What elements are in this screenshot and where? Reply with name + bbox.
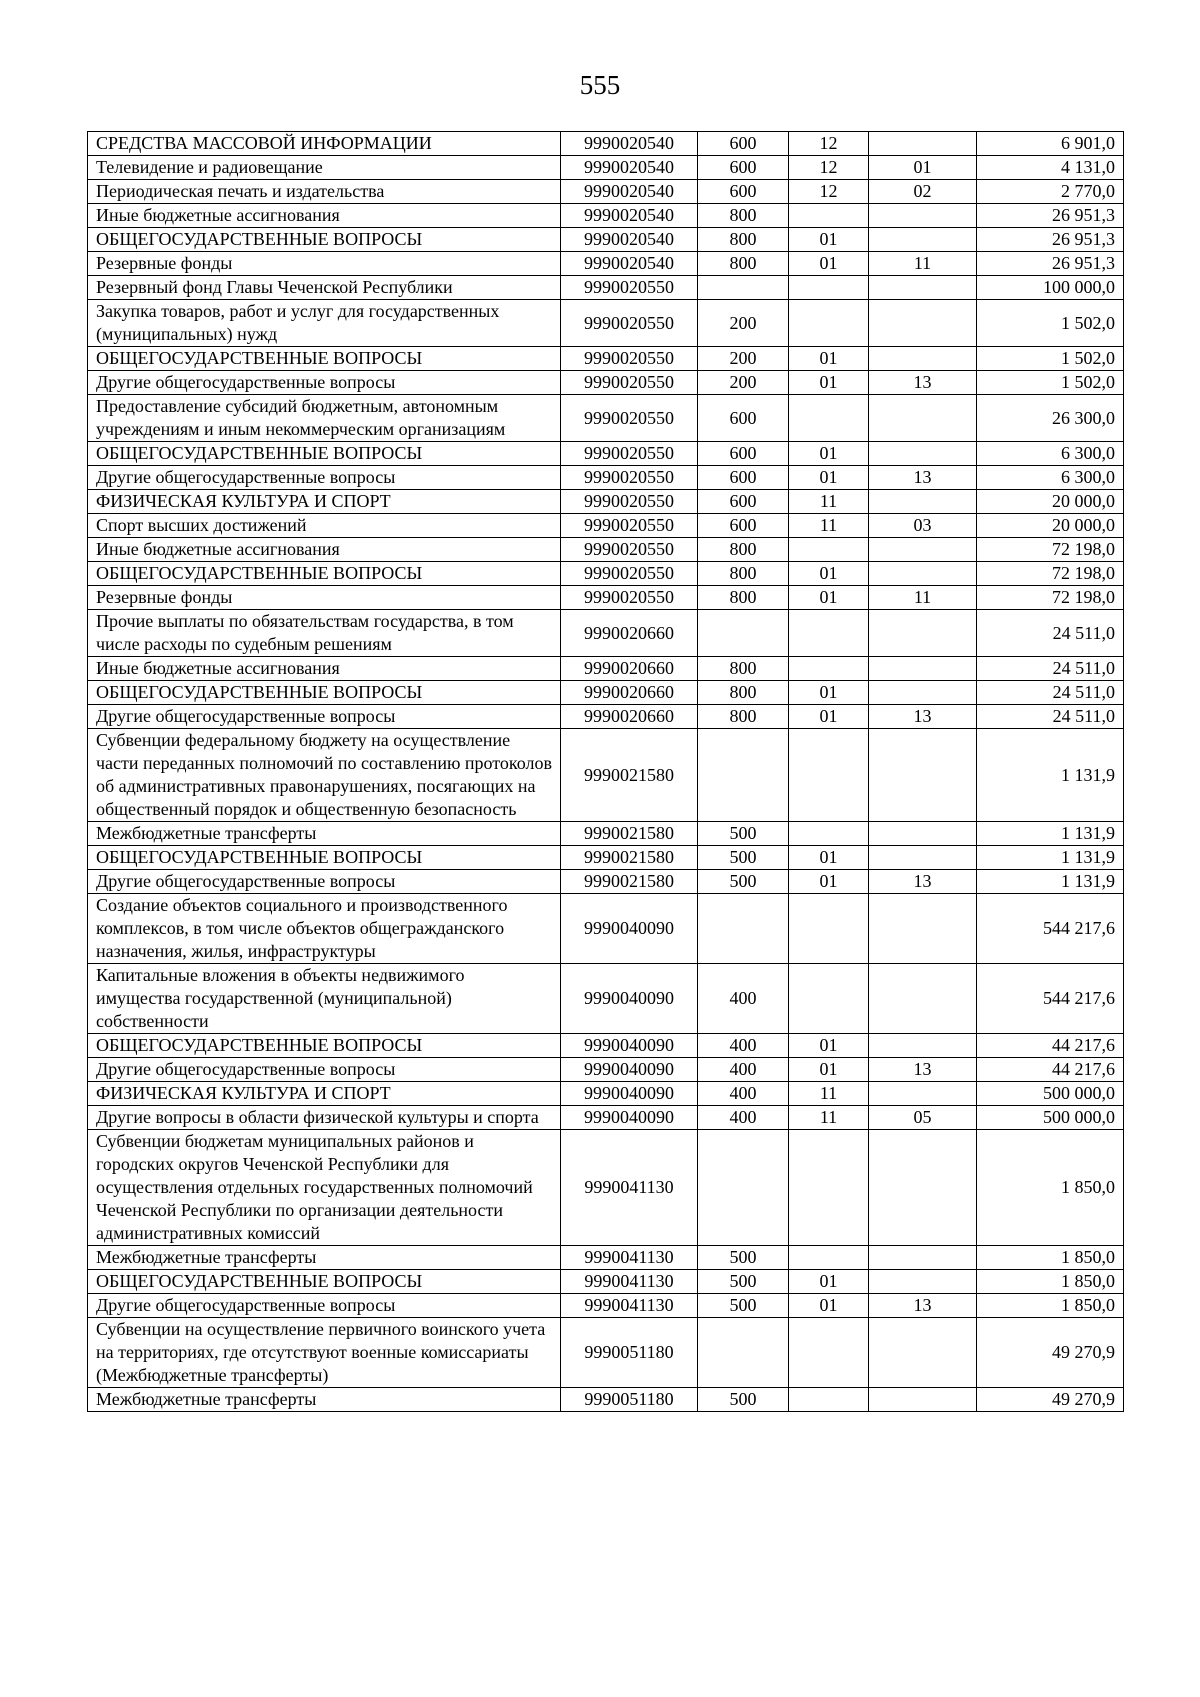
row-code-cell: 9990020540	[561, 228, 698, 252]
row-expense-type-cell: 800	[698, 204, 789, 228]
row-section-cell: 11	[789, 490, 869, 514]
row-code-cell: 9990041130	[561, 1270, 698, 1294]
table-row	[88, 729, 1124, 822]
row-sum-cell: 44 217,6	[977, 1058, 1124, 1082]
row-section-cell: 01	[789, 1294, 869, 1318]
table-row	[88, 538, 1124, 562]
row-subsection-cell	[869, 347, 977, 371]
row-expense-type-cell: 500	[698, 1388, 789, 1412]
row-subsection-cell	[869, 1034, 977, 1058]
row-expense-type-cell: 500	[698, 870, 789, 894]
row-expense-type-cell: 800	[698, 681, 789, 705]
row-subsection-cell: 13	[869, 870, 977, 894]
row-code-cell: 9990040090	[561, 1106, 698, 1130]
row-code-cell: 9990051180	[561, 1318, 698, 1388]
row-expense-type-cell	[698, 1130, 789, 1246]
row-name-cell: ОБЩЕГОСУДАРСТВЕННЫЕ ВОПРОСЫ	[88, 1270, 561, 1294]
row-subsection-cell	[869, 276, 977, 300]
table-row	[88, 180, 1124, 204]
table-row	[88, 466, 1124, 490]
row-code-cell: 9990020550	[561, 371, 698, 395]
page-number: 555	[579, 70, 621, 100]
row-subsection-cell	[869, 657, 977, 681]
table-row	[88, 156, 1124, 180]
row-subsection-cell	[869, 822, 977, 846]
row-code-cell: 9990020660	[561, 657, 698, 681]
row-section-cell: 12	[789, 132, 869, 156]
row-expense-type-cell: 400	[698, 964, 789, 1034]
row-name-cell: Периодическая печать и издательства	[88, 180, 561, 204]
row-section-cell: 01	[789, 347, 869, 371]
row-sum-cell: 49 270,9	[977, 1388, 1124, 1412]
row-expense-type-cell: 500	[698, 822, 789, 846]
row-name-cell: Субвенции бюджетам муниципальных районов и городских округов Чеченской Республики для осуществления отдельных государственных полномочий Чеченской Республики по организации деятельности административных комиссий	[88, 1130, 561, 1246]
row-sum-cell: 6 901,0	[977, 132, 1124, 156]
table-row	[88, 1246, 1124, 1270]
row-section-cell	[789, 964, 869, 1034]
row-expense-type-cell: 600	[698, 132, 789, 156]
row-sum-cell: 500 000,0	[977, 1106, 1124, 1130]
table-row	[88, 276, 1124, 300]
row-sum-cell: 44 217,6	[977, 1034, 1124, 1058]
row-sum-cell: 1 131,9	[977, 822, 1124, 846]
row-sum-cell: 20 000,0	[977, 514, 1124, 538]
row-name-cell: Другие общегосударственные вопросы	[88, 705, 561, 729]
row-subsection-cell	[869, 1318, 977, 1388]
table-row	[88, 1130, 1124, 1246]
row-sum-cell: 72 198,0	[977, 538, 1124, 562]
row-code-cell: 9990020550	[561, 300, 698, 347]
table-row	[88, 371, 1124, 395]
row-expense-type-cell: 600	[698, 466, 789, 490]
table-row	[88, 1106, 1124, 1130]
row-section-cell	[789, 822, 869, 846]
row-code-cell: 9990020540	[561, 132, 698, 156]
row-section-cell: 11	[789, 1106, 869, 1130]
row-subsection-cell	[869, 1130, 977, 1246]
row-section-cell: 01	[789, 562, 869, 586]
row-expense-type-cell: 800	[698, 562, 789, 586]
row-code-cell: 9990020660	[561, 610, 698, 657]
row-code-cell: 9990020550	[561, 466, 698, 490]
row-section-cell: 01	[789, 252, 869, 276]
row-code-cell: 9990020540	[561, 156, 698, 180]
row-code-cell: 9990020540	[561, 252, 698, 276]
row-sum-cell: 24 511,0	[977, 610, 1124, 657]
row-code-cell: 9990020540	[561, 204, 698, 228]
table-row	[88, 1318, 1124, 1388]
row-section-cell: 01	[789, 442, 869, 466]
row-expense-type-cell: 400	[698, 1106, 789, 1130]
row-subsection-cell: 13	[869, 705, 977, 729]
row-section-cell	[789, 204, 869, 228]
table-row	[88, 228, 1124, 252]
row-sum-cell: 1 850,0	[977, 1270, 1124, 1294]
table-row	[88, 442, 1124, 466]
row-code-cell: 9990041130	[561, 1294, 698, 1318]
row-section-cell	[789, 276, 869, 300]
row-name-cell: Межбюджетные трансферты	[88, 822, 561, 846]
row-sum-cell: 72 198,0	[977, 586, 1124, 610]
row-subsection-cell: 05	[869, 1106, 977, 1130]
row-sum-cell: 24 511,0	[977, 657, 1124, 681]
row-section-cell	[789, 538, 869, 562]
row-section-cell: 01	[789, 371, 869, 395]
row-name-cell: Другие общегосударственные вопросы	[88, 466, 561, 490]
table-row	[88, 1294, 1124, 1318]
row-sum-cell: 1 131,9	[977, 729, 1124, 822]
row-section-cell: 01	[789, 681, 869, 705]
row-section-cell	[789, 1318, 869, 1388]
table-row	[88, 657, 1124, 681]
row-code-cell: 9990020550	[561, 538, 698, 562]
row-subsection-cell	[869, 132, 977, 156]
row-subsection-cell	[869, 729, 977, 822]
row-name-cell: ОБЩЕГОСУДАРСТВЕННЫЕ ВОПРОСЫ	[88, 846, 561, 870]
row-name-cell: ОБЩЕГОСУДАРСТВЕННЫЕ ВОПРОСЫ	[88, 681, 561, 705]
row-subsection-cell	[869, 300, 977, 347]
row-code-cell: 9990020550	[561, 347, 698, 371]
row-section-cell	[789, 657, 869, 681]
row-sum-cell: 26 300,0	[977, 395, 1124, 442]
row-expense-type-cell: 600	[698, 395, 789, 442]
table-row	[88, 1058, 1124, 1082]
row-expense-type-cell: 400	[698, 1034, 789, 1058]
row-subsection-cell: 01	[869, 156, 977, 180]
row-section-cell: 01	[789, 466, 869, 490]
row-expense-type-cell: 800	[698, 228, 789, 252]
row-code-cell: 9990020550	[561, 276, 698, 300]
table-row	[88, 132, 1124, 156]
row-expense-type-cell: 600	[698, 180, 789, 204]
row-name-cell: Другие общегосударственные вопросы	[88, 371, 561, 395]
row-sum-cell: 4 131,0	[977, 156, 1124, 180]
row-code-cell: 9990021580	[561, 870, 698, 894]
row-name-cell: ОБЩЕГОСУДАРСТВЕННЫЕ ВОПРОСЫ	[88, 1034, 561, 1058]
row-name-cell: Межбюджетные трансферты	[88, 1388, 561, 1412]
row-name-cell: Иные бюджетные ассигнования	[88, 657, 561, 681]
row-section-cell	[789, 300, 869, 347]
row-subsection-cell	[869, 1270, 977, 1294]
row-name-cell: Прочие выплаты по обязательствам государства, в том числе расходы по судебным решениям	[88, 610, 561, 657]
row-sum-cell: 26 951,3	[977, 204, 1124, 228]
row-subsection-cell	[869, 681, 977, 705]
row-expense-type-cell: 800	[698, 657, 789, 681]
row-section-cell: 12	[789, 180, 869, 204]
row-expense-type-cell: 800	[698, 705, 789, 729]
row-code-cell: 9990021580	[561, 822, 698, 846]
row-name-cell: Спорт высших достижений	[88, 514, 561, 538]
row-subsection-cell	[869, 442, 977, 466]
row-sum-cell: 544 217,6	[977, 894, 1124, 964]
row-code-cell: 9990040090	[561, 1034, 698, 1058]
row-subsection-cell	[869, 964, 977, 1034]
table-row	[88, 705, 1124, 729]
row-name-cell: Резервные фонды	[88, 252, 561, 276]
row-expense-type-cell: 500	[698, 1270, 789, 1294]
row-expense-type-cell	[698, 610, 789, 657]
row-section-cell: 01	[789, 846, 869, 870]
row-expense-type-cell	[698, 894, 789, 964]
row-name-cell: Закупка товаров, работ и услуг для государственных (муниципальных) нужд	[88, 300, 561, 347]
table-row	[88, 1082, 1124, 1106]
row-name-cell: СРЕДСТВА МАССОВОЙ ИНФОРМАЦИИ	[88, 132, 561, 156]
row-subsection-cell	[869, 204, 977, 228]
row-subsection-cell	[869, 395, 977, 442]
row-expense-type-cell: 600	[698, 156, 789, 180]
row-code-cell: 9990020550	[561, 395, 698, 442]
row-sum-cell: 1 502,0	[977, 347, 1124, 371]
row-name-cell: Субвенции федеральному бюджету на осуществление части переданных полномочий по составлению протоколов об административных правонарушениях, посягающих на общественный порядок и общественную безопасность	[88, 729, 561, 822]
row-code-cell: 9990040090	[561, 1082, 698, 1106]
row-code-cell: 9990051180	[561, 1388, 698, 1412]
row-name-cell: Иные бюджетные ассигнования	[88, 204, 561, 228]
row-sum-cell: 1 850,0	[977, 1130, 1124, 1246]
row-subsection-cell: 02	[869, 180, 977, 204]
row-sum-cell: 1 850,0	[977, 1294, 1124, 1318]
row-subsection-cell	[869, 538, 977, 562]
row-subsection-cell: 13	[869, 1294, 977, 1318]
row-name-cell: Межбюджетные трансферты	[88, 1246, 561, 1270]
table-row	[88, 395, 1124, 442]
row-sum-cell: 72 198,0	[977, 562, 1124, 586]
row-code-cell: 9990020550	[561, 514, 698, 538]
row-sum-cell: 6 300,0	[977, 466, 1124, 490]
row-section-cell	[789, 1246, 869, 1270]
table-row	[88, 586, 1124, 610]
row-section-cell: 01	[789, 1034, 869, 1058]
table-row	[88, 870, 1124, 894]
row-section-cell: 01	[789, 1270, 869, 1294]
row-expense-type-cell: 400	[698, 1058, 789, 1082]
row-code-cell: 9990020660	[561, 705, 698, 729]
row-sum-cell: 500 000,0	[977, 1082, 1124, 1106]
row-section-cell	[789, 395, 869, 442]
table-row	[88, 1270, 1124, 1294]
row-sum-cell: 1 131,9	[977, 846, 1124, 870]
row-subsection-cell	[869, 894, 977, 964]
row-subsection-cell	[869, 1246, 977, 1270]
row-sum-cell: 26 951,3	[977, 228, 1124, 252]
row-subsection-cell: 11	[869, 252, 977, 276]
row-subsection-cell	[869, 1082, 977, 1106]
table-row	[88, 681, 1124, 705]
row-code-cell: 9990040090	[561, 964, 698, 1034]
row-expense-type-cell: 500	[698, 1246, 789, 1270]
row-sum-cell: 544 217,6	[977, 964, 1124, 1034]
table-row	[88, 490, 1124, 514]
row-section-cell: 12	[789, 156, 869, 180]
table-row	[88, 1388, 1124, 1412]
table-row	[88, 347, 1124, 371]
table-row	[88, 204, 1124, 228]
row-subsection-cell	[869, 490, 977, 514]
row-subsection-cell	[869, 610, 977, 657]
row-name-cell: ФИЗИЧЕСКАЯ КУЛЬТУРА И СПОРТ	[88, 490, 561, 514]
row-code-cell: 9990041130	[561, 1246, 698, 1270]
row-code-cell: 9990020660	[561, 681, 698, 705]
row-code-cell: 9990040090	[561, 894, 698, 964]
row-name-cell: Другие общегосударственные вопросы	[88, 1058, 561, 1082]
row-subsection-cell: 11	[869, 586, 977, 610]
row-code-cell: 9990041130	[561, 1130, 698, 1246]
row-section-cell: 11	[789, 514, 869, 538]
row-name-cell: Другие общегосударственные вопросы	[88, 870, 561, 894]
row-name-cell: Резервные фонды	[88, 586, 561, 610]
row-subsection-cell: 13	[869, 1058, 977, 1082]
table-row	[88, 514, 1124, 538]
row-sum-cell: 1 502,0	[977, 300, 1124, 347]
row-expense-type-cell: 200	[698, 347, 789, 371]
row-expense-type-cell: 600	[698, 514, 789, 538]
row-code-cell: 9990021580	[561, 729, 698, 822]
row-subsection-cell: 03	[869, 514, 977, 538]
table-row	[88, 610, 1124, 657]
row-name-cell: Телевидение и радиовещание	[88, 156, 561, 180]
row-sum-cell: 100 000,0	[977, 276, 1124, 300]
budget-table-body	[88, 132, 1124, 1412]
row-section-cell: 01	[789, 228, 869, 252]
row-name-cell: ОБЩЕГОСУДАРСТВЕННЫЕ ВОПРОСЫ	[88, 562, 561, 586]
row-expense-type-cell: 200	[698, 371, 789, 395]
row-code-cell: 9990020550	[561, 586, 698, 610]
budget-table	[87, 131, 1124, 1412]
row-section-cell	[789, 729, 869, 822]
row-code-cell: 9990020550	[561, 562, 698, 586]
row-code-cell: 9990020540	[561, 180, 698, 204]
row-name-cell: Резервный фонд Главы Чеченской Республики	[88, 276, 561, 300]
row-subsection-cell	[869, 562, 977, 586]
row-name-cell: Создание объектов социального и производственного комплексов, в том числе объектов общегражданского назначения, жилья, инфраструктуры	[88, 894, 561, 964]
table-row	[88, 846, 1124, 870]
row-expense-type-cell: 500	[698, 846, 789, 870]
row-subsection-cell: 13	[869, 466, 977, 490]
row-section-cell: 11	[789, 1082, 869, 1106]
row-section-cell: 01	[789, 870, 869, 894]
row-name-cell: Иные бюджетные ассигнования	[88, 538, 561, 562]
row-code-cell: 9990020550	[561, 442, 698, 466]
row-sum-cell: 49 270,9	[977, 1318, 1124, 1388]
row-subsection-cell	[869, 846, 977, 870]
row-section-cell: 01	[789, 705, 869, 729]
row-expense-type-cell	[698, 1318, 789, 1388]
row-expense-type-cell: 600	[698, 490, 789, 514]
row-section-cell	[789, 1130, 869, 1246]
row-name-cell: Другие общегосударственные вопросы	[88, 1294, 561, 1318]
row-sum-cell: 1 502,0	[977, 371, 1124, 395]
row-code-cell: 9990040090	[561, 1058, 698, 1082]
table-row	[88, 822, 1124, 846]
row-expense-type-cell: 800	[698, 252, 789, 276]
row-sum-cell: 24 511,0	[977, 705, 1124, 729]
row-expense-type-cell: 500	[698, 1294, 789, 1318]
row-section-cell: 01	[789, 1058, 869, 1082]
row-expense-type-cell	[698, 276, 789, 300]
row-expense-type-cell: 600	[698, 442, 789, 466]
table-row	[88, 964, 1124, 1034]
row-sum-cell: 26 951,3	[977, 252, 1124, 276]
row-sum-cell: 1 850,0	[977, 1246, 1124, 1270]
row-name-cell: Другие вопросы в области физической культуры и спорта	[88, 1106, 561, 1130]
row-sum-cell: 24 511,0	[977, 681, 1124, 705]
row-name-cell: ОБЩЕГОСУДАРСТВЕННЫЕ ВОПРОСЫ	[88, 347, 561, 371]
row-expense-type-cell: 800	[698, 538, 789, 562]
row-name-cell: ОБЩЕГОСУДАРСТВЕННЫЕ ВОПРОСЫ	[88, 442, 561, 466]
row-sum-cell: 6 300,0	[977, 442, 1124, 466]
row-code-cell: 9990021580	[561, 846, 698, 870]
table-row	[88, 300, 1124, 347]
row-code-cell: 9990020550	[561, 490, 698, 514]
row-sum-cell: 20 000,0	[977, 490, 1124, 514]
row-expense-type-cell	[698, 729, 789, 822]
row-name-cell: ОБЩЕГОСУДАРСТВЕННЫЕ ВОПРОСЫ	[88, 228, 561, 252]
row-name-cell: Капитальные вложения в объекты недвижимого имущества государственной (муниципальной) собственности	[88, 964, 561, 1034]
row-subsection-cell	[869, 1388, 977, 1412]
row-name-cell: ФИЗИЧЕСКАЯ КУЛЬТУРА И СПОРТ	[88, 1082, 561, 1106]
row-name-cell: Субвенции на осуществление первичного воинского учета на территориях, где отсутствуют военные комиссариаты (Межбюджетные трансферты)	[88, 1318, 561, 1388]
table-row	[88, 1034, 1124, 1058]
row-expense-type-cell: 800	[698, 586, 789, 610]
table-row	[88, 252, 1124, 276]
row-name-cell: Предоставление субсидий бюджетным, автономным учреждениям и иным некоммерческим организациям	[88, 395, 561, 442]
table-row	[88, 894, 1124, 964]
row-expense-type-cell: 400	[698, 1082, 789, 1106]
row-section-cell	[789, 610, 869, 657]
row-subsection-cell: 13	[869, 371, 977, 395]
row-section-cell	[789, 894, 869, 964]
row-section-cell: 01	[789, 586, 869, 610]
row-sum-cell: 2 770,0	[977, 180, 1124, 204]
row-subsection-cell	[869, 228, 977, 252]
row-section-cell	[789, 1388, 869, 1412]
table-row	[88, 562, 1124, 586]
row-sum-cell: 1 131,9	[977, 870, 1124, 894]
row-expense-type-cell: 200	[698, 300, 789, 347]
